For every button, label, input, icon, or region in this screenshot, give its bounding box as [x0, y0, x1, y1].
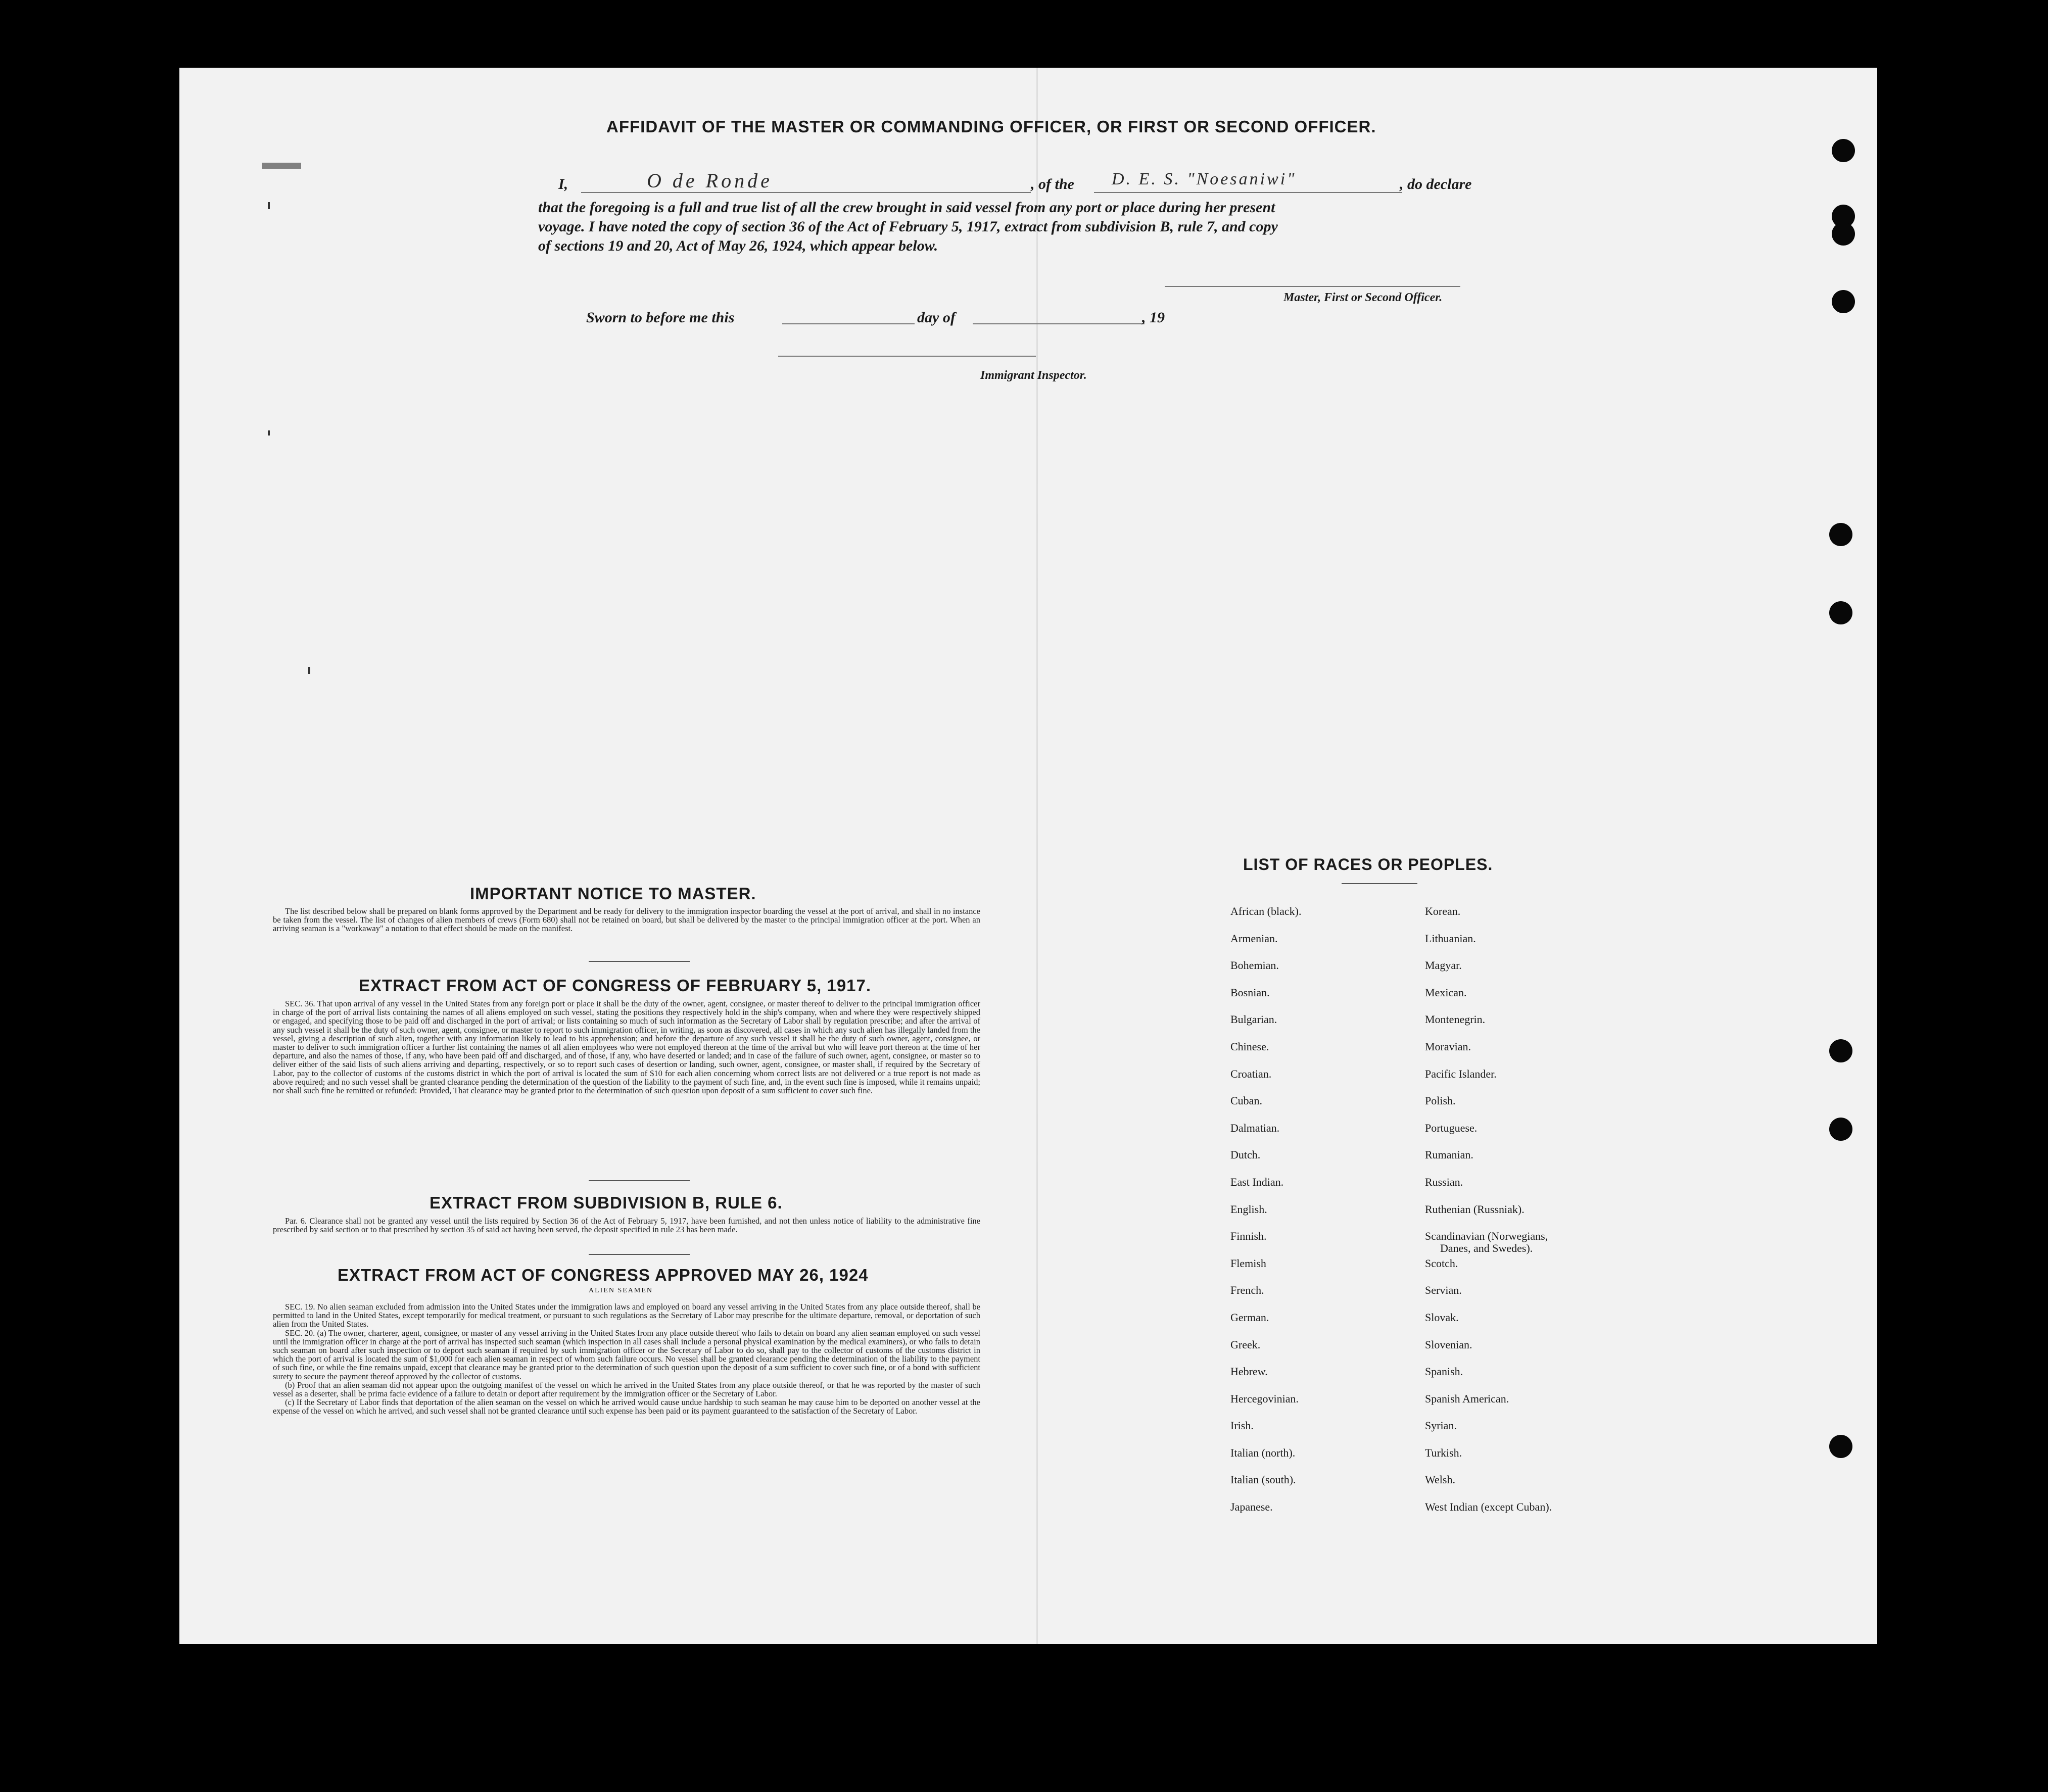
day-of-label: day of — [917, 309, 956, 326]
sec-20a-paragraph: SEC. 20. (a) The owner, charterer, agent, consignee, or master of any vessel arriving in the United States from any place outside thereof who fails to detain on board any alien seaman employed on such vessel until the immigration officer in charge at the port of arrival has inspected such seaman (which inspection in all cases shall include a personal physical examination by the medical examiners), or who fails to detain such seaman on board after such inspection or to deport such seaman if required by such immigration officer or the Secretary of Labor to do so, shall pay to the collector of customs of the customs district in which the port of arrival is located the sum of $1,000 for each alien seaman in respect of whom such failure occurs. No vessel shall be granted clearance pending the determination of the liability to the payment of such fine, or while the fine remains unpaid, except that clearance may be granted prior to the determination of such question upon the deposit of a sum sufficient to cover such fine, or of a bond with sufficient surety to secure the payment thereof approved by the collector of customs. — [273, 1328, 980, 1381]
race-item: Finnish. — [1230, 1230, 1267, 1243]
race-item: African (black). — [1230, 905, 1302, 917]
race-item: Slovak. — [1425, 1311, 1459, 1324]
section-divider — [589, 1180, 690, 1181]
inspector-label: Immigrant Inspector. — [980, 369, 1087, 382]
declaration-line-3: voyage. I have noted the copy of section 36 of the Act of February 5, 1917, extract from subdivision B, rule 7, and copy — [538, 218, 1278, 235]
par-6-paragraph: Par. 6. Clearance shall not be granted any vessel until the lists required by Section 36 of the Act of February 5, 1917, have been furnished, and not then unless notice of liability to the administrative fine prescribed by said section or to that prescribed by section 35 of said act having been served, the deposit specified in rule 23 has been made. — [273, 1216, 980, 1235]
race-item: Spanish. — [1425, 1365, 1463, 1378]
races-title: LIST OF RACES OR PEOPLES. — [1243, 855, 1493, 874]
races-column-2 — [1425, 905, 1552, 1528]
binder-hole — [1832, 222, 1855, 246]
race-item-continuation: Danes, and Swedes). — [1440, 1242, 1533, 1255]
race-item: Hercegovinian. — [1230, 1392, 1299, 1405]
sec-20c-paragraph: (c) If the Secretary of Labor finds that deportation of the alien seaman on the vessel on which he arrived would cause undue hardship to such seaman he may cause him to be deported on another vessel at the expense of the vessel on which he arrived, and such vessel shall not be granted clearance until such expense has been paid or its payment guaranteed to the satisfaction of the Secretary of Labor. — [273, 1397, 980, 1416]
binder-hole — [1829, 523, 1852, 546]
race-item: Mexican. — [1425, 986, 1467, 999]
sworn-label: Sworn to before me this — [586, 309, 735, 326]
race-item: Pacific Islander. — [1425, 1067, 1497, 1080]
binder-hole — [1829, 1039, 1852, 1062]
extract-rule6-text — [273, 1217, 980, 1234]
race-item: Moravian. — [1425, 1040, 1471, 1053]
race-item: Italian (north). — [1230, 1446, 1296, 1459]
race-item: West Indian (except Cuban). — [1425, 1500, 1552, 1514]
race-item — [1425, 1230, 1552, 1257]
extract-1924-title: EXTRACT FROM ACT OF CONGRESS APPROVED MAY 26, 1924 — [338, 1266, 869, 1284]
alien-seamen-subtitle: ALIEN SEAMEN — [589, 1287, 653, 1294]
affidavit-title: AFFIDAVIT OF THE MASTER OR COMMANDING OFFICER, OR FIRST OR SECOND OFFICER. — [606, 117, 1376, 136]
race-item: Magyar. — [1425, 959, 1462, 972]
race-item: Dalmatian. — [1230, 1121, 1280, 1134]
declaration-line-2: that the foregoing is a full and true list of all the crew brought in said vessel from any port or place during her present — [538, 199, 1275, 216]
race-item: Hebrew. — [1230, 1365, 1268, 1378]
section-36-paragraph: SEC. 36. That upon arrival of any vessel in the United States from any foreign port or place it shall be the duty of the owner, agent, consignee, or master thereof to deliver to the principal immigration officer in charge of the port of arrival lists containing the names of all aliens employed on such vessel, stating the positions they respectively hold in the ship's company, when and where they were respectively shipped or engaged, and specifying those to be paid off and discharged in the port of arrival; or lists containing so much of such information as the Secretary of Labor shall by regulation prescribe; and after the arrival of any such vessel it shall be the duty of such owner, agent, consignee, or master to report to such immigration officer, in writing, as soon as discovered, all cases in which any such alien has illegally landed from the vessel, giving a description of such alien, together with any information likely to lead to his apprehension; and before the departure of any such vessel it shall be the duty of such owner, agent, consignee, or master to deliver to such immigration officer a further list containing the names of all alien employees who were not employed thereon at the time of the arrival but who will leave port thereon at the time of her departure, and also the names of those, if any, who have been paid off and discharged, and of those, if any, who have deserted or landed; and in case of the failure of such owner, agent, consignee, or master so to deliver either of the said lists of such aliens arriving and departing, respectively, or so to report such cases of desertion or landing, such owner, agent, consignee, or master shall, if required by the Secretary of Labor, pay to the collector of customs of the customs district in which the port of arrival is located the sum of $10 for each alien concerning whom correct lists are not delivered or a true report is not made as above required; and no such vessel shall be granted clearance pending the determination of the question of the liability to the payment of such fine, and, in the event such fine is imposed, while it remains unpaid; nor shall such fine be remitted or refunded: Provided, That clearance may be granted prior to the determination of such question upon deposit of a sum sufficient to cover such fine. — [273, 999, 980, 1096]
race-item: Servian. — [1425, 1284, 1462, 1297]
declaration-line-4: of sections 19 and 20, Act of May 26, 1924, which appear below. — [538, 237, 938, 254]
race-item: English. — [1230, 1202, 1267, 1216]
notice-paragraph: The list described below shall be prepared on blank forms approved by the Department and be ready for delivery to the immigration inspector boarding the vessel at the port of arrival, and shall in no instance be taken from the vessel. The list of changes of alien members of crews (Form 680) shall not be retained on board, but shall be delivered by the master to the principal immigration officer at the port. When an arriving seaman is a "workaway" a notation to that effect should be made on the manifest. — [273, 906, 980, 934]
race-item: Russian. — [1425, 1175, 1463, 1188]
race-item: Welsh. — [1425, 1473, 1455, 1486]
race-item: French. — [1230, 1284, 1264, 1297]
race-item: Montenegrin. — [1425, 1013, 1486, 1026]
month-line — [973, 323, 1145, 324]
inspector-signature-line — [778, 356, 1036, 357]
race-item: Slovenian. — [1425, 1338, 1472, 1351]
race-item: Portuguese. — [1425, 1121, 1478, 1134]
binder-hole — [1832, 139, 1855, 162]
year-label: , 19 — [1142, 309, 1165, 326]
races-title-underline — [1342, 883, 1417, 884]
race-item: Greek. — [1230, 1338, 1261, 1351]
race-item: Bohemian. — [1230, 959, 1279, 972]
master-name: O de Ronde — [647, 169, 773, 192]
sworn-date-line — [782, 323, 915, 324]
binder-hole — [1832, 290, 1855, 313]
extract-1917-text — [273, 999, 980, 1095]
race-item: Croatian. — [1230, 1067, 1272, 1080]
race-item: Japanese. — [1230, 1500, 1273, 1514]
declaration-of-the: , of the — [1031, 176, 1074, 192]
scan-mark — [308, 667, 310, 674]
declaration-do-declare: , do declare — [1400, 176, 1472, 192]
scan-mark — [268, 202, 270, 209]
race-item: Scotch. — [1425, 1256, 1458, 1270]
sec-20b-paragraph: (b) Proof that an alien seaman did not appear upon the outgoing manifest of the vessel on which he arrived in the United States from any place outside thereof, or that he was reported by the master of such vessel as a deserter, shall be prima facie evidence of a failure to detain or deport after requirement by the immigration officer or the Secretary of Labor. — [273, 1380, 980, 1399]
signature-label: Master, First or Second Officer. — [1283, 291, 1443, 304]
race-item: Turkish. — [1425, 1446, 1462, 1459]
race-item: Flemish — [1230, 1256, 1266, 1270]
race-item: Lithuanian. — [1425, 932, 1476, 945]
notice-text — [273, 907, 980, 933]
notice-title: IMPORTANT NOTICE TO MASTER. — [470, 884, 756, 903]
race-item: Ruthenian (Russniak). — [1425, 1202, 1525, 1216]
binder-hole — [1829, 1435, 1852, 1458]
race-item: Armenian. — [1230, 932, 1278, 945]
scan-mark — [262, 163, 301, 169]
race-item-line: Scandinavian (Norwegians, — [1425, 1230, 1548, 1243]
races-column-1 — [1230, 905, 1301, 1528]
race-item: Syrian. — [1425, 1419, 1457, 1432]
race-item: Italian (south). — [1230, 1473, 1296, 1486]
sec-19-paragraph: SEC. 19. No alien seaman excluded from admission into the United States under the immigration laws and employed on board any vessel arriving in the United States from any place outside thereof, shall be permitted to land in the United States, except temporarily for medical treatment, or pursuant to such regulations as the Secretary of Labor may prescribe for the ultimate departure, removal, or deportation of such alien from the United States. — [273, 1302, 980, 1329]
race-item: Korean. — [1425, 905, 1461, 917]
vessel-name: D. E. S. "Noesaniwi" — [1112, 170, 1297, 188]
extract-1924-text — [273, 1302, 980, 1416]
binder-hole — [1829, 1118, 1852, 1141]
scan-mark — [268, 430, 270, 435]
binder-hole — [1829, 601, 1852, 624]
race-item: Dutch. — [1230, 1148, 1261, 1161]
declaration-i: I, — [558, 176, 568, 192]
race-item: Chinese. — [1230, 1040, 1269, 1053]
race-item: Irish. — [1230, 1419, 1254, 1432]
race-item: Polish. — [1425, 1094, 1456, 1107]
signature-line — [1165, 286, 1460, 287]
race-item: German. — [1230, 1311, 1269, 1324]
race-item: Spanish American. — [1425, 1392, 1509, 1405]
extract-1917-title: EXTRACT FROM ACT OF CONGRESS OF FEBRUARY 5, 1917. — [359, 976, 872, 995]
race-item: Cuban. — [1230, 1094, 1262, 1107]
race-item: Bulgarian. — [1230, 1013, 1277, 1026]
page-fold — [1036, 68, 1038, 1644]
race-item: Rumanian. — [1425, 1148, 1473, 1161]
extract-rule6-title: EXTRACT FROM SUBDIVISION B, RULE 6. — [430, 1193, 783, 1212]
vessel-name-line — [1094, 192, 1402, 193]
race-item: East Indian. — [1230, 1175, 1284, 1188]
race-item: Bosnian. — [1230, 986, 1270, 999]
section-divider — [589, 1254, 690, 1255]
section-divider — [589, 961, 690, 962]
